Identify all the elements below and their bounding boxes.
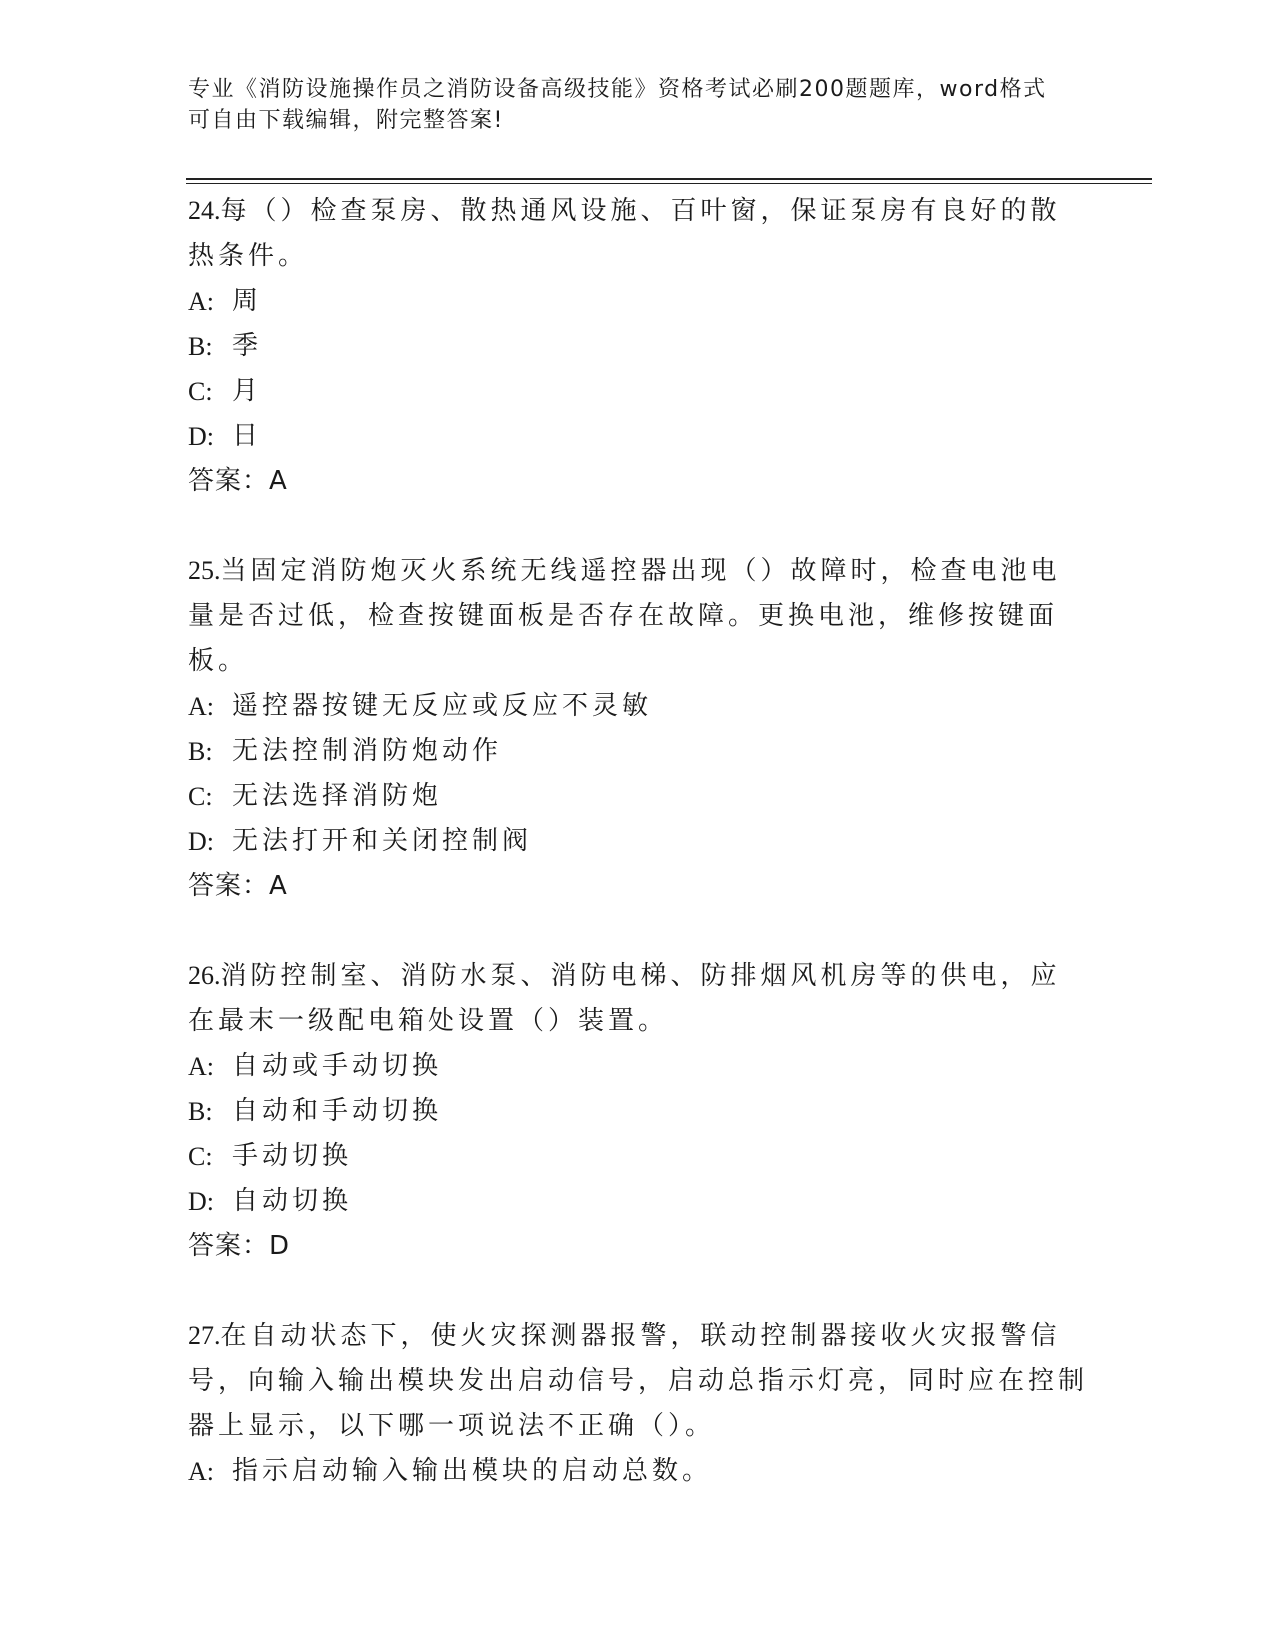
option-key: B: [188, 1097, 213, 1126]
question-24 [188, 188, 1088, 504]
question-26 [188, 953, 1088, 1269]
question-number: 25. [188, 556, 221, 585]
option-text: 手动切换 [232, 1141, 353, 1171]
question-text: 在自动状态下，使火灾探测器报警，联动控制器接收火灾报警信号，向输入输出模块发出启动信号，启动总指示灯亮，同时应在控制器上显示，以下哪一项说法不正确（）。 [188, 1321, 1089, 1441]
option-c [188, 369, 1088, 414]
option-text: 无法打开和关闭控制阀 [232, 826, 533, 856]
question-text: 消防控制室、消防水泵、消防电梯、防排烟风机房等的供电，应在最末一级配电箱处设置（）装置。 [188, 961, 1061, 1036]
option-text: 自动切换 [232, 1186, 353, 1216]
question-27 [188, 1313, 1088, 1494]
answer-line: 答案：A [188, 466, 288, 496]
option-a [188, 279, 1088, 324]
option-key: C: [188, 1142, 213, 1171]
question-stem [188, 953, 1088, 1044]
option-text: 无法选择消防炮 [232, 781, 443, 811]
option-text: 自动或手动切换 [232, 1051, 443, 1081]
option-text: 自动和手动切换 [232, 1096, 443, 1126]
option-text: 遥控器按键无反应或反应不灵敏 [232, 691, 653, 721]
option-text: 指示启动输入输出模块的启动总数。 [232, 1456, 713, 1486]
option-b [188, 1089, 1088, 1134]
option-c [188, 1134, 1088, 1179]
question-25 [188, 548, 1088, 909]
option-d [188, 414, 1088, 459]
answer-line: 答案：A [188, 871, 288, 901]
option-key: B: [188, 737, 213, 766]
document-header [188, 74, 1068, 136]
option-a [188, 1449, 1088, 1494]
option-a [188, 684, 1088, 729]
question-number: 24. [188, 196, 221, 225]
option-key: A: [188, 287, 214, 316]
option-text: 月 [232, 376, 263, 406]
question-text: 当固定消防炮灭火系统无线遥控器出现（）故障时，检查电池电量是否过低，检查按键面板是否存在故障。更换电池，维修按键面板。 [188, 556, 1061, 676]
option-key: D: [188, 1187, 214, 1216]
option-a [188, 1044, 1088, 1089]
question-list [188, 188, 1088, 1538]
question-stem [188, 1313, 1088, 1449]
option-text: 周 [232, 286, 263, 316]
option-key: C: [188, 782, 213, 811]
option-key: B: [188, 332, 213, 361]
question-stem [188, 188, 1088, 279]
option-text: 无法控制消防炮动作 [232, 736, 503, 766]
question-number: 27. [188, 1321, 221, 1350]
option-key: C: [188, 377, 213, 406]
header-text: 专业《消防设施操作员之消防设备高级技能》资格考试必刷200题题库，word格式可自由下载编辑，附完整答案! [188, 77, 1047, 133]
option-text: 日 [232, 421, 263, 451]
answer-line: 答案：D [188, 1231, 291, 1261]
option-key: D: [188, 422, 214, 451]
option-c [188, 774, 1088, 819]
option-d [188, 819, 1088, 864]
header-divider-thin [186, 183, 1152, 184]
option-key: A: [188, 692, 214, 721]
question-number: 26. [188, 961, 221, 990]
option-b [188, 729, 1088, 774]
option-b [188, 324, 1088, 369]
option-text: 季 [232, 331, 263, 361]
question-stem [188, 548, 1088, 684]
option-key: A: [188, 1457, 214, 1486]
question-text: 每（）检查泵房、散热通风设施、百叶窗，保证泵房有良好的散热条件。 [188, 196, 1061, 271]
header-divider-thick [186, 178, 1152, 180]
option-d [188, 1179, 1088, 1224]
option-key: A: [188, 1052, 214, 1081]
option-key: D: [188, 827, 214, 856]
